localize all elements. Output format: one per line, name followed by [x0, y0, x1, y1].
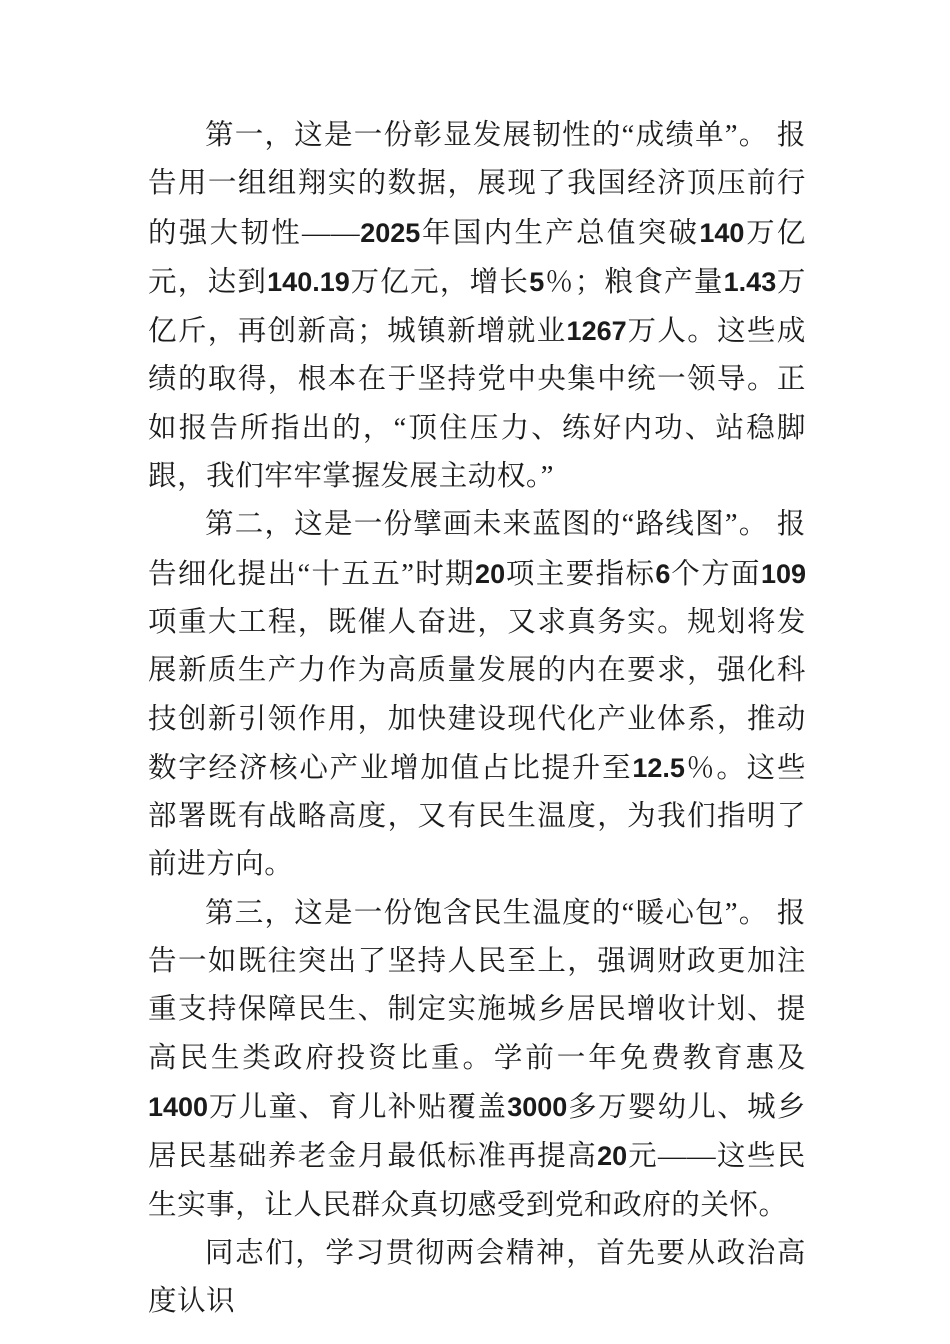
- text-run: 年国内生产总值突破: [420, 217, 700, 249]
- paragraph-3: [148, 890, 806, 1230]
- text-run: 万儿童、育儿补贴覆盖: [208, 1091, 508, 1123]
- text-run: 万亿斤，再创新高；城镇新增就业: [148, 266, 807, 348]
- document-text-body: [148, 112, 806, 1326]
- numeric-run: 140: [699, 217, 745, 248]
- numeric-run: 20: [597, 1141, 628, 1172]
- numeric-run: 3000: [507, 1091, 568, 1122]
- paragraph-1: [148, 112, 806, 501]
- text-run: 元——这些民生实事，让人民群众真切感受到党和政府的关怀。: [148, 1141, 806, 1221]
- numeric-run: 20: [475, 558, 506, 589]
- text-run: 项主要指标: [505, 558, 656, 590]
- text-run: ％；粮食产量: [544, 266, 724, 298]
- text-run: 项重大工程，既催人奋进，又求真务实。规划将发展新质生产力作为高质量发展的内在要求，强化科技创新引领作用，加快建设现代化产业体系，推动数字经济核心产业增加值占比提升至: [148, 606, 806, 784]
- text-run: ％。这些部署既有战略高度，又有民生温度，为我们指明了前进方向。: [148, 752, 807, 881]
- text-run: 万人。这些成绩的取得，根本在于坚持党中央集中统一领导。正如报告所指出的，“顶住压力、练好内功、站稳脚跟，我们牢牢掌握发展主动权。”: [148, 316, 807, 493]
- text-run: 多万婴幼儿、城乡居民基础养老金月最低标准再提高: [148, 1091, 806, 1173]
- paragraph-4: [148, 1230, 806, 1327]
- numeric-run: 1267: [566, 316, 627, 347]
- numeric-run: 12.5: [632, 752, 685, 783]
- numeric-run: 140.19: [267, 266, 350, 297]
- text-run: 第三，这是一份饱含民生温度的“暖心包”。 报告一如既往突出了坚持人民至上，强调财政更加注重支持保障民生、制定实施城乡居民增收计划、提高民生类政府投资比重。学前一年免费教育惠及: [148, 897, 806, 1074]
- text-run: 万亿元，达到: [148, 217, 806, 298]
- text-run: 第一，这是一份彰显发展韧性的“成绩单”。 报告用一组组翔实的数据，展现了我国经济顶压前行的强大韧性——: [148, 120, 806, 249]
- text-run: 万亿元，增长: [349, 266, 530, 298]
- text-run: 同志们，学习贯彻两会精神，首先要从政治高度认识: [148, 1237, 806, 1318]
- numeric-run: 6: [655, 558, 671, 589]
- numeric-run: 1.43: [723, 266, 777, 297]
- numeric-run: 109: [760, 558, 807, 589]
- numeric-run: 2025: [360, 217, 421, 248]
- numeric-run: 1400: [148, 1091, 209, 1122]
- paragraph-2: [148, 501, 806, 889]
- text-run: 个方面: [670, 558, 761, 590]
- numeric-run: 5: [529, 266, 545, 297]
- text-run: 第二，这是一份擘画未来蓝图的“路线图”。 报告细化提出“十五五”时期: [148, 509, 806, 590]
